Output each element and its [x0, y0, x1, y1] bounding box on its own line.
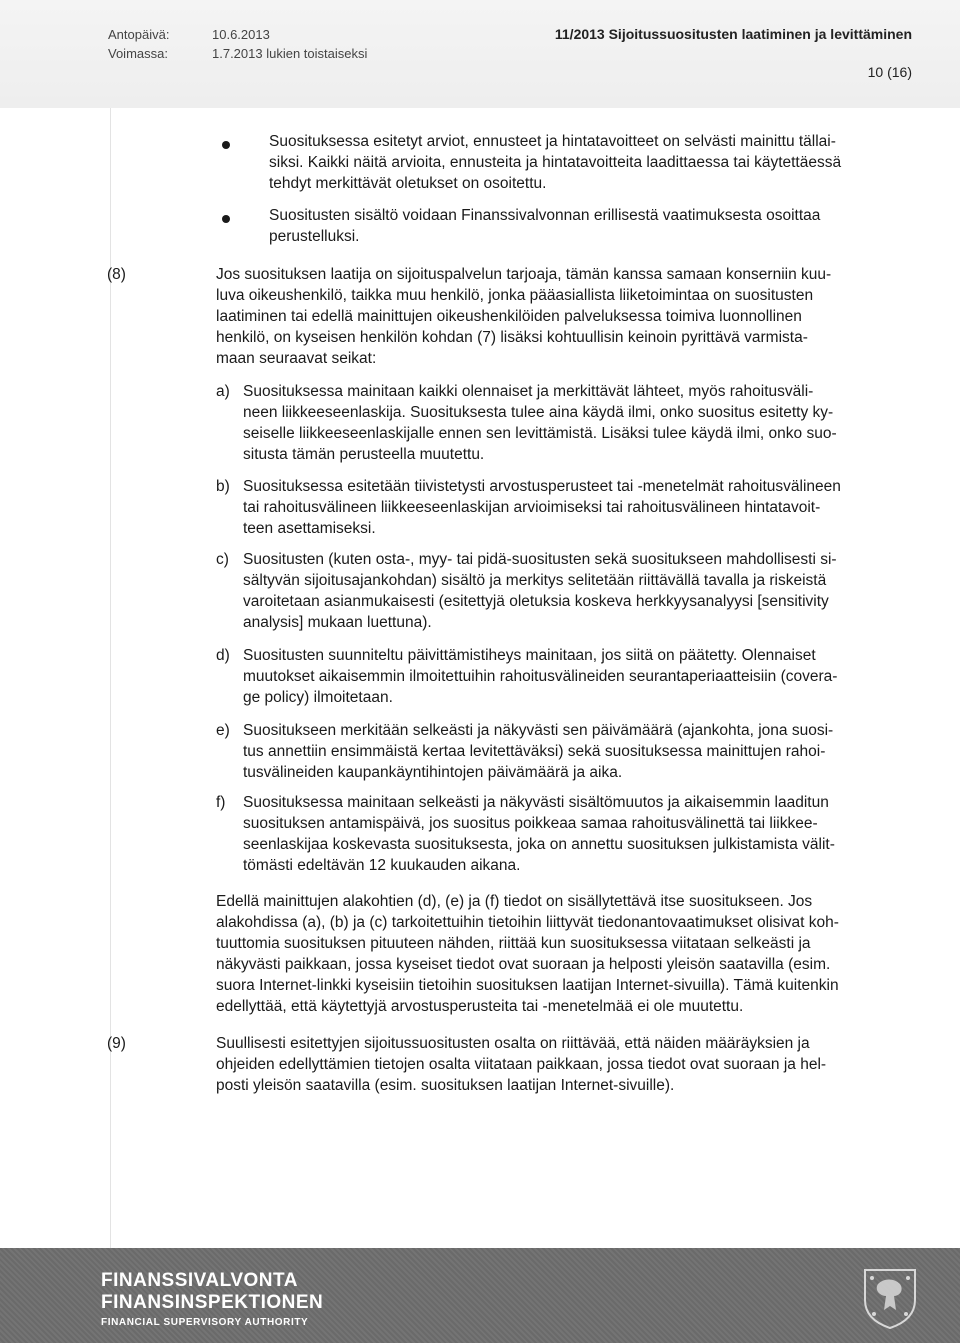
list-item: [243, 645, 915, 708]
issue-date-label: Antopäivä:: [108, 27, 170, 42]
logo-text-line: FINANCIAL SUPERVISORY AUTHORITY: [101, 1317, 309, 1328]
text-line: tömästi edeltävän 12 kuukauden aikana.: [243, 857, 521, 874]
text-line: seiselle liikkeeseenlaskijalle ennen sen levittämistä. Lisäksi tulee käydä ilmi, onko suo-: [243, 425, 837, 442]
text-line: analysis] mukaan luettuna).: [243, 614, 432, 631]
text-line: Suosituksessa mainitaan kaikki olennaiset ja merkittävät lähteet, myös rahoitusväli-: [243, 383, 814, 400]
list-item: [243, 381, 915, 465]
text-line: Jos suosituksen laatija on sijoituspalvelun tarjoaja, tämän kanssa samaan konserniin kuu-: [216, 266, 832, 283]
text-line: tuuttomia suosituksen pituuteen nähden, riittää kun suosituksessa viitataan selkeästi ja: [216, 935, 811, 952]
text-line: teen asettamiseksi.: [243, 520, 376, 537]
issue-date-value: 10.6.2013: [212, 27, 270, 42]
coat-of-arms-icon: [860, 1266, 920, 1330]
text-line: suosituksen antamispäivä, jos suositus poikkeaa samaa rahoitusvälinettä tai liikkee-: [243, 815, 818, 832]
text-line: alakohdissa (a), (b) ja (c) tarkoitettuihin tietoihin liittyvät tiedonantovaatimukset olisivat koh-: [216, 914, 839, 931]
text-line: Suosituksessa esitetyt arviot, ennusteet ja hintatavoitteet on selvästi mainittu tällai-: [269, 133, 836, 150]
text-line: näkyvästi paikkaan, jossa kyseiset tiedot ovat suoraan ja helposti yleisön saatavilla (esim.: [216, 956, 831, 973]
section-number: (8): [107, 266, 126, 283]
text-line: tusvälineiden kaupankäyntihintojen päivämäärä ja aika.: [243, 764, 623, 781]
list-item: [243, 476, 915, 539]
bullet-item: [269, 131, 914, 194]
document-footer: [0, 1248, 960, 1343]
text-line: situsta tämän perusteella muutettu.: [243, 446, 485, 463]
text-line: Suositusten sisältö voidaan Finanssivalvonnan erillisestä vaatimuksesta osoittaa: [269, 207, 821, 224]
text-line: tus annettiin ensimmäistä kertaa levitettäväksi) sekä suosituksessa mainittujen rahoi-: [243, 743, 826, 760]
list-item-letter: b): [216, 478, 230, 495]
text-line: henkilö, on kyseisen henkilön kohdan (7) lisäksi kohtuullisin keinoin pyrittävä varmista-: [216, 329, 808, 346]
text-line: edellyttää, että käytettyjä arvostusperusteita tai -menetelmää ei ole muutettu.: [216, 998, 744, 1015]
text-line: Suositusten suunniteltu päivittämistiheys mainitaan, jos siitä on päätetty. Olennaiset: [243, 647, 816, 664]
list-item-letter: a): [216, 383, 230, 400]
text-line: varoitetaan asianmukaisesti (esitettyjä oletuksia koskeva herkkyysanalyysi [sensitivity: [243, 593, 829, 610]
bullet-icon: [222, 141, 230, 149]
list-item: [243, 792, 915, 876]
text-line: Suullisesti esitettyjen sijoitussuositusten osalta on riittävää, että näiden määräyksien ja: [216, 1035, 810, 1052]
text-line: neen liikkeeseenlaskija. Suosituksesta tulee aina käydä ilmi, onko suositus esitetty ky-: [243, 404, 834, 421]
list-item: [243, 720, 915, 783]
text-line: Suosituksessa mainitaan selkeästi ja näkyvästi sisältömuutos ja aikaisemmin laaditun: [243, 794, 829, 811]
text-line: seenlaskijaa koskevasta suosituksesta, joka on annettu suosituksen julkistamista välit-: [243, 836, 835, 853]
section-8-closing: [216, 891, 916, 1017]
text-line: ge policy) ilmoitetaan.: [243, 689, 393, 706]
text-line: suora Internet-linkki kyseisiin tietoihin suosituksen laatijan Internet-sivuilla). Tämä kuitenkin: [216, 977, 839, 994]
text-line: perustelluksi.: [269, 228, 360, 245]
text-line: Suosituksessa esitetään tiivistetysti arvostusperusteet tai -menetelmät rahoitusvälineen: [243, 478, 841, 495]
text-line: tai rahoitusvälineen liikkeeseenlaskijan arvioimiseksi tai rahoitusvälineen hintatavoit-: [243, 499, 821, 516]
list-item-letter: d): [216, 647, 230, 664]
page-number: 10 (16): [867, 64, 912, 80]
text-line: laatiminen tai edellä mainittujen oikeushenkilöiden palveluksessa toimiva luonnollinen: [216, 308, 802, 325]
list-item-letter: e): [216, 722, 230, 739]
logo-text-line: FINANSINSPEKTIONEN: [101, 1292, 324, 1313]
valid-from-value: 1.7.2013 lukien toistaiseksi: [212, 46, 368, 61]
text-line: sältyvän sijoitusajankohdan) sisältö ja merkitys selitetään riittävällä tavalla ja riskeistä: [243, 572, 827, 589]
list-item-letter: f): [216, 794, 226, 811]
text-line: maan seuraavat seikat:: [216, 350, 377, 367]
list-item-letter: c): [216, 551, 229, 568]
logo-text-line: FINANSSIVALVONTA: [101, 1270, 298, 1291]
section-number: (9): [107, 1035, 126, 1052]
text-line: Suositukseen merkitään selkeästi ja näkyvästi sen päivämäärä (ajankohta, jona suosi-: [243, 722, 834, 739]
text-line: luva oikeushenkilö, taikka muu henkilö, jonka pääasiallista liiketoimintaa on suositusten: [216, 287, 814, 304]
section-8-intro: [216, 264, 916, 369]
text-line: Suositusten (kuten osta-, myy- tai pidä-suositusten sekä suositukseen mahdollisesti si-: [243, 551, 837, 568]
bullet-item: [269, 205, 914, 247]
document-header: [0, 0, 960, 108]
text-line: Edellä mainittujen alakohtien (d), (e) ja (f) tiedot on sisällytettävä itse suositukseen. Jos: [216, 893, 813, 910]
bullet-icon: [222, 215, 230, 223]
valid-from-label: Voimassa:: [108, 46, 168, 61]
text-line: siksi. Kaikki näitä arvioita, ennusteita ja hintatavoitteita laadittaessa tai käytettäessä: [269, 154, 842, 171]
text-line: tehdyt merkittävät oletukset on osoitettu.: [269, 175, 547, 192]
text-line: posti yleisön saatavilla (esim. suosituksen laatijan Internet-sivuille).: [216, 1077, 675, 1094]
list-item: [243, 549, 915, 633]
text-line: ohjeiden edellyttämien tietojen osalta viitataan paikkaan, jossa tiedot ovat suoraan ja hel-: [216, 1056, 827, 1073]
document-title: 11/2013 Sijoitussuositusten laatiminen ja levittäminen: [554, 26, 912, 42]
text-line: muutokset aikaisemmin ilmoitettuihin rahoitusvälineiden seurantaperiaatteisiin (covera-: [243, 668, 838, 685]
section-9: [216, 1033, 916, 1096]
